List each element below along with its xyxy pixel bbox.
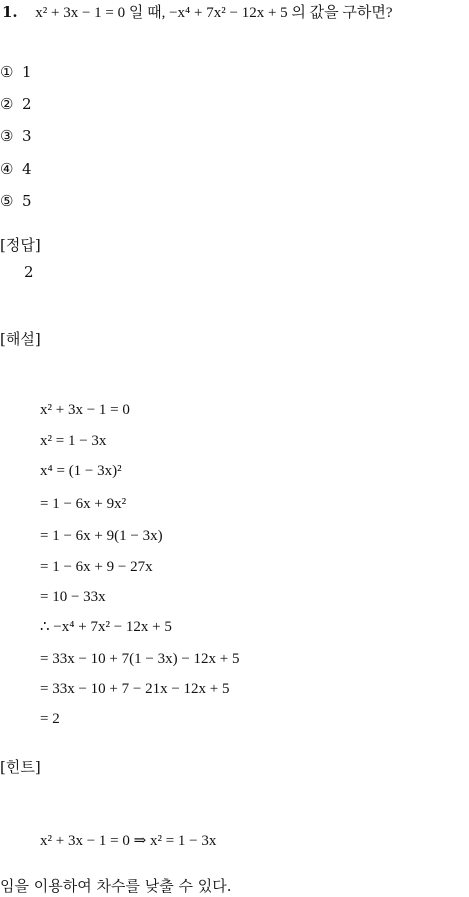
solution-line: x⁴ = (1 − 3x)² xyxy=(40,463,122,479)
choice-value: 5 xyxy=(22,192,32,210)
answer-value: 2 xyxy=(24,263,34,281)
choice-marker: ① xyxy=(0,63,14,81)
solution-line: = 1 − 6x + 9 − 27x xyxy=(40,559,153,575)
question-text: x² + 3x − 1 = 0 일 때, −x⁴ + 7x² − 12x + 5 의 값을 구하면? xyxy=(35,5,393,21)
choice-marker: ④ xyxy=(0,160,14,178)
hint-formula: x² + 3x − 1 = 0 ⇒ x² = 1 − 3x xyxy=(40,833,217,849)
solution-line: x² = 1 − 3x xyxy=(40,433,107,449)
choice-4[interactable] xyxy=(0,159,32,179)
question xyxy=(2,2,393,23)
solution-line: = 2 xyxy=(40,711,60,727)
solution-line: ∴ −x⁴ + 7x² − 12x + 5 xyxy=(40,619,172,635)
choice-value: 1 xyxy=(22,63,32,81)
choice-value: 4 xyxy=(22,160,32,178)
solution-line: x² + 3x − 1 = 0 xyxy=(40,402,130,418)
choice-1[interactable] xyxy=(0,62,32,82)
choice-3[interactable] xyxy=(0,126,32,146)
choice-marker: ② xyxy=(0,95,14,113)
choice-marker: ③ xyxy=(0,127,14,145)
solution-label: [해설] xyxy=(0,330,41,348)
hint-label: [힌트] xyxy=(0,758,41,776)
solution-line: = 1 − 6x + 9x² xyxy=(40,496,127,512)
question-number: 1. xyxy=(2,3,18,21)
solution-line: = 33x − 10 + 7(1 − 3x) − 12x + 5 xyxy=(40,651,240,667)
answer-label: [정답] xyxy=(0,236,41,254)
choice-5[interactable] xyxy=(0,191,32,211)
choice-marker: ⑤ xyxy=(0,192,14,210)
solution-line: = 1 − 6x + 9(1 − 3x) xyxy=(40,528,163,544)
choice-value: 2 xyxy=(22,95,32,113)
solution-line: = 10 − 33x xyxy=(40,589,106,605)
choice-value: 3 xyxy=(22,127,32,145)
solution-line: = 33x − 10 + 7 − 21x − 12x + 5 xyxy=(40,681,230,697)
hint-text: 임을 이용하여 차수를 낮출 수 있다. xyxy=(0,877,232,895)
choice-2[interactable] xyxy=(0,94,32,114)
